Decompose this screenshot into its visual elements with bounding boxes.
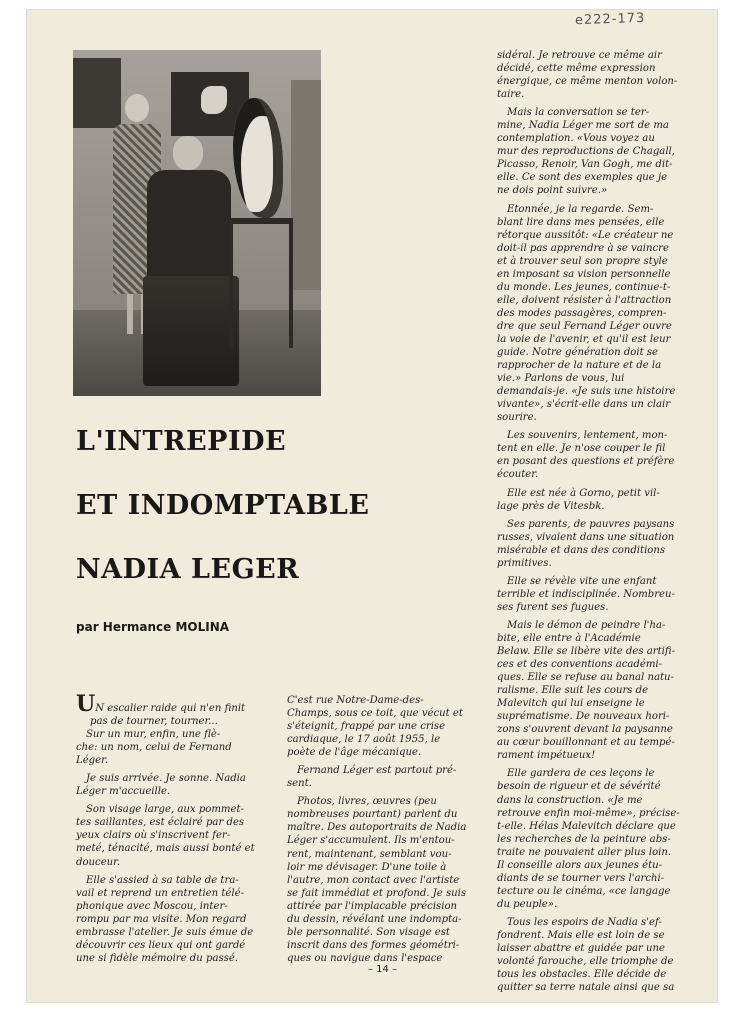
text-line: blant lire dans mes pensées, elle (497, 216, 665, 228)
text-line: lage près de Vitesbk. (497, 500, 605, 512)
text-line: inscrit dans des formes géométri- (287, 939, 460, 951)
text-line: rament impétueux! (497, 750, 596, 762)
text-line: tent en elle. Je n'ose couper le fil (497, 443, 666, 455)
text-line: des modes passagères, compren- (497, 307, 667, 319)
text-line: fondrent. Mais elle est loin de se (497, 930, 665, 941)
text-line: Picasso, Renoir, Van Gogh, me dit- (497, 159, 673, 171)
text-line: yeux clairs où s'inscrivent fer- (76, 830, 231, 842)
text-line: contemplation. «Vous voyez au (497, 133, 655, 145)
text-line: Léger s'accumulent. Ils m'entou- (287, 835, 455, 847)
text-line: une si fidèle mémoire du passé. (76, 952, 238, 964)
text-line: demandais-je. «Je suis une histoire (497, 386, 676, 398)
text-line: embrasse l'atelier. Je suis émue de (76, 926, 254, 938)
text-line: ralisme. Elle suit les cours de (497, 685, 649, 697)
article-column-1 (76, 691, 268, 965)
headline-line-2: ET INDOMPTABLE (76, 490, 370, 521)
text-line: cardiaque, le 17 août 1955, le (287, 734, 441, 746)
text-line: dans la construction. «Je me (497, 794, 643, 806)
text-line: du monde. Les jeunes, continue-t- (497, 281, 671, 293)
text-line: suprématisme. De nouveaux hori- (497, 711, 670, 723)
text-line: Elle se révèle vite une enfant (507, 575, 657, 587)
text-line: pas de tourner, tourner... (90, 716, 218, 728)
text-line: loir me dévisager. D'une toile à (287, 861, 447, 873)
photo-nadia-and-fernand-leger (73, 50, 321, 396)
text-line: en imposant sa vision personnelle (497, 268, 671, 280)
text-line: Etonnée, je la regarde. Sem- (507, 203, 654, 215)
text-line: écouter. (497, 469, 539, 481)
text-line: Malevitch qui lui enseigne le (497, 698, 645, 710)
text-line: sent. (287, 778, 312, 790)
page-number: – 14 – (368, 964, 398, 975)
text-line: énergique, ce même menton volon- (497, 76, 678, 88)
text-line: Je suis arrivée. Je sonne. Nadia (86, 773, 246, 785)
text-line: quitter sa terre natale ainsi que sa (497, 982, 675, 994)
text-line: décidé, cette même expression (497, 63, 656, 75)
text-line: du peuple». (497, 898, 558, 910)
text-line: vail et reprend un entretien télé- (76, 887, 245, 899)
text-line: Mais le démon de peindre l'ha- (507, 619, 666, 631)
text-line: Elle gardera de ces leçons le (507, 768, 655, 780)
text-line: traite ne pouvaient aller plus loin. (497, 846, 672, 858)
headline-line-1: L'INTREPIDE (76, 426, 287, 457)
text-line: ne dois point suivre.» (497, 185, 608, 197)
text-line: rapprocher de la nature et de la (497, 360, 662, 372)
text-line: Léger m'accueille. (76, 786, 171, 798)
text-line: t-elle. Hélas Malevitch déclare que (497, 820, 676, 832)
text-line: Sur un mur, enfin, une flè- (86, 729, 221, 741)
text-line: vie.» Parlons de vous, lui (497, 373, 625, 385)
text-line: et à trouver seul son propre style (497, 255, 668, 267)
text-line: mur des reproductions de Chagall, (497, 146, 675, 158)
text-line: Tous les espoirs de Nadia s'ef- (507, 916, 662, 928)
text-line: tous les obstacles. Elle décide de (497, 969, 667, 981)
text-line: en posant des questions et préfère (497, 456, 675, 468)
text-line: nombreuses pourtant) parlent du (287, 809, 458, 821)
text-line: sidéral. Je retrouve ce même air (497, 50, 662, 61)
text-line: ses furent ses fugues. (497, 601, 609, 613)
text-line: du dessin, révélant une indompta- (287, 913, 462, 925)
text-line: mine, Nadia Léger me sort de ma (497, 120, 669, 132)
text-line: C'est rue Notre-Dame-des- (287, 695, 424, 706)
headline-line-3: NADIA LEGER (76, 554, 300, 585)
text-line: Elle est née à Gorno, petit vil- (507, 487, 660, 499)
text-line: phonique avec Moscou, inter- (76, 900, 228, 912)
text-line: retrouve enfin moi-même», précise- (497, 807, 680, 819)
text-line: vivante», s'écrit-elle dans un clair (497, 399, 671, 411)
text-line: bite, elle entre à l'Académie (497, 632, 641, 644)
text-line: Elle s'assied à sa table de tra- (86, 874, 239, 886)
text-line: rétorque aussitôt: «Le créateur ne (497, 229, 674, 241)
text-line: maître. Des autoportraits de Nadia (287, 822, 467, 834)
text-line: Champs, sous ce toit, que vécut et (287, 708, 463, 720)
text-line: s'éteignit, frappé par une crise (287, 721, 446, 733)
text-line: ques. Elle se refuse au banal natu- (497, 672, 674, 684)
text-line: russes, vivaient dans une situation (497, 531, 675, 543)
text-line: la voie de l'avenir, et qu'il est leur (497, 333, 671, 345)
text-line: besoin de rigueur et de sévérité (497, 781, 661, 793)
text-line: zons s'ouvrent devant la paysanne (497, 724, 673, 736)
text-line: diants de se tourner vers l'archi- (497, 872, 665, 884)
text-line: guide. Notre génération doit se (497, 347, 659, 359)
drop-cap: U (76, 691, 96, 717)
text-line: primitives. (497, 557, 552, 569)
text-line: elle, doivent résister à l'attraction (497, 294, 672, 306)
text-line: tecture ou le cinéma, «ce langage (497, 885, 671, 897)
text-line: doit-il pas apprendre à se vaincre (497, 242, 669, 254)
text-line: misérable et dans des conditions (497, 544, 666, 556)
text-line: se fait immédiat et profond. Je suis (287, 887, 467, 899)
text-line: rompu par ma visite. Mon regard (76, 913, 247, 925)
text-line: rent, maintenant, semblant vou- (287, 848, 452, 860)
text-line: Fernand Léger est partout pré- (297, 765, 457, 777)
article-column-2 (287, 694, 487, 965)
text-line: laisser abattre et guidée par une (497, 943, 665, 955)
text-line: taire. (497, 89, 525, 101)
text-line: ble personnalité. Son visage est (287, 926, 450, 938)
text-line: attirée par l'implacable précision (287, 900, 458, 912)
article-column-3 (497, 49, 702, 994)
text-line: Photos, livres, œuvres (peu (297, 796, 437, 808)
text-line: les recherches de la peinture abs- (497, 833, 671, 845)
text-line: terrible et indisciplinée. Nombreu- (497, 588, 675, 600)
text-line: Ses parents, de pauvres paysans (507, 518, 675, 530)
text-line: elle. Ce sont des exemples que je (497, 172, 668, 184)
text-line: che: un nom, celui de Fernand (76, 742, 232, 754)
text-line: dre que seul Fernand Léger ouvre (497, 320, 672, 332)
text-line: ces et des conventions académi- (497, 659, 663, 671)
text-line: Léger. (76, 755, 109, 767)
text-line: tes saillantes, est éclairé par des (76, 817, 245, 829)
text-line: découvrir ces lieux qui ont gardé (76, 939, 246, 951)
byline: par Hermance MOLINA (76, 620, 230, 634)
text-line: l'autre, mon contact avec l'artiste (287, 874, 460, 886)
text-line: ques ou navigue dans l'espace (287, 952, 443, 964)
text-line: sourire. (497, 412, 537, 424)
text-line: UN escalier raide qui n'en finit (76, 691, 246, 717)
text-line: meté, ténacité, mais aussi bonté et (76, 843, 255, 855)
text-line: volonté farouche, elle triomphe de (497, 956, 674, 968)
text-line: Mais la conversation se ter- (507, 107, 650, 119)
text-line: au cœur bouillonnant et au tempé- (497, 737, 675, 749)
handwritten-reference: e222-173 (574, 10, 646, 29)
text-line: Les souvenirs, lentement, mon- (507, 430, 668, 442)
text-line: Il conseille alors aux jeunes étu- (497, 859, 663, 871)
text-line: douceur. (76, 856, 121, 868)
text-line: Son visage large, aux pommet- (86, 804, 244, 816)
text-line: Belaw. Elle se libère vite des artifi- (497, 646, 676, 658)
text-line: poète de l'âge mécanique. (287, 747, 422, 759)
